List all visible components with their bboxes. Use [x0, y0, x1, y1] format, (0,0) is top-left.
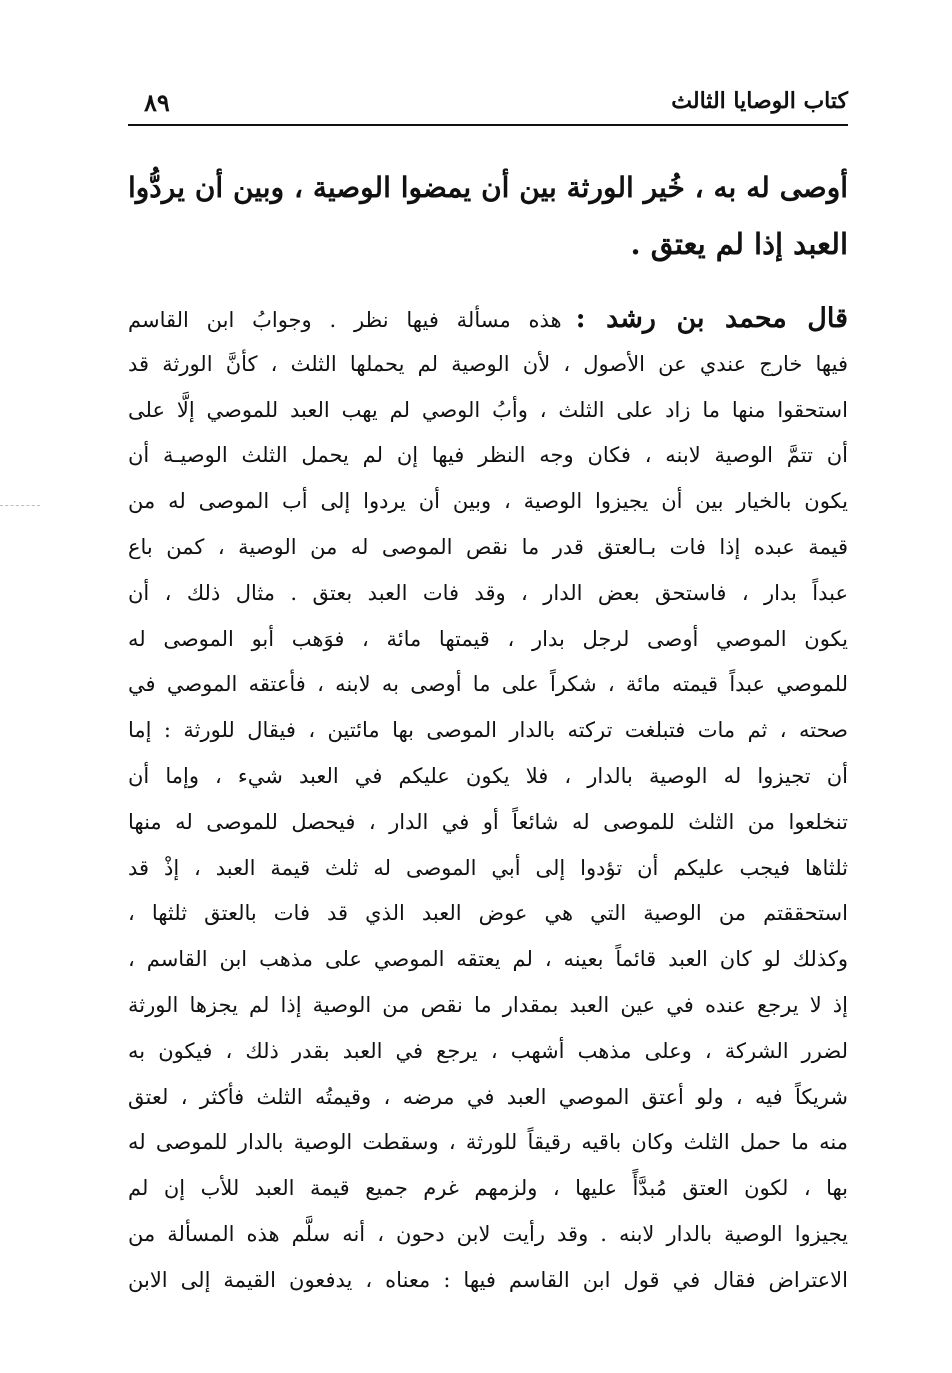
margin-scan-mark [0, 505, 40, 507]
commentary-line: إذ لا يرجع عنده في عين العبد بمقدار ما نقص من الوصية إذا لم يجزها الورثة [128, 992, 848, 1017]
quoted-passage [128, 160, 848, 272]
passage-line: العبد إذا لم يعتق . [630, 227, 848, 261]
commentary-line: قيمة عبده إذا فات بـالعتق قدر ما نقص الموصى له من الوصية ، كمن باع [128, 534, 848, 559]
commentary-line: أن تتمَّ الوصية لابنه ، فكان وجه النظر فيها إن لم يحمل الثلث الوصيـة أن [128, 443, 848, 468]
commentary-line: للموصي عبداً قيمته مائة ، شكراً على ما أوصى به لابنه ، فأعتقه الموصي في [128, 672, 848, 697]
commentary-line: يكون بالخيار بين أن يجيزوا الوصية ، وبين أن يردوا إلى أب الموصى له من [128, 489, 848, 514]
commentary-line: استحقوا منها ما زاد على الثلث ، وأبُ الوصي لم يهب العبد للموصي إلَّا على [128, 397, 848, 422]
commentary-line: فيها خارج عندي عن الأصول ، لأن الوصية لم يحملها الثلث ، كأنَّ الورثة قد [128, 351, 848, 376]
commentary-line: يجيزوا الوصية بالدار لابنه . وقد رأيت لابن دحون ، أنه سلَّم هذه المسألة من [128, 1221, 848, 1246]
commentary-line: يكون الموصي أوصى لرجل بدار ، قيمتها مائة ، فوَهب أبو الموصى له [128, 626, 848, 651]
commentary-line: وكذلك لو كان العبد قائماً بعينه ، لم يعتقه الموصي على مذهب ابن القاسم ، [128, 947, 848, 972]
passage-line: أوصى له به ، خُير الورثة بين أن يمضوا الوصية ، وبين أن يردُّوا [128, 171, 848, 204]
commentary-block [128, 296, 848, 1304]
commentary-line: لضرر الشركة ، وعلى مذهب أشهب ، يرجع في العبد بقدر ذلك ، فيكون به [128, 1038, 848, 1063]
commentary-line: صحته ، ثم مات فتبلغت تركته بالدار الموصى بها مائتين ، فيقال للورثة : إما [128, 718, 848, 743]
commentary-line: منه ما حمل الثلث وكان باقيه رقيقاً للورثة ، وسقطت الوصية بالدار للموصى له [128, 1130, 848, 1155]
commentary-line: شريكاً فيه ، ولو أعتق الموصي العبد في مرضه ، وقيمتُه الثلث فأكثر ، لعتق [128, 1084, 848, 1109]
commentary-first-line [128, 296, 848, 342]
speaker-heading: قال محمد بن رشد : [575, 303, 848, 334]
page-number: ٨٩ [144, 88, 170, 117]
commentary-line: استحققتم من الوصية التي هي عوض العبد الذي قد فات بالعتق ثلثها ، [128, 901, 848, 926]
commentary-line: الاعتراض فقال في قول ابن القاسم فيها : معناه ، يدفعون القيمة إلى الابن [128, 1267, 848, 1292]
commentary-line: عبداً بدار ، فاستحق بعض الدار ، وقد فات العبد بعتق . مثال ذلك ، أن [128, 580, 848, 605]
commentary-line: أن تجيزوا له الوصية بالدار ، فلا يكون عليكم في العبد شيء ، وإما أن [128, 763, 848, 788]
commentary-line: بها ، لكون العتق مُبدَّأً عليها ، ولزمهم غرم جميع قيمة العبد للأب إن لم [128, 1176, 848, 1201]
commentary-opening-text: هذه مسألة فيها نظر . وجوابُ ابن القاسم [128, 308, 562, 332]
commentary-line: تنخلعوا من الثلث للموصى له شائعاً أو في الدار ، فيحصل للموصى له منها [128, 809, 848, 834]
commentary-line: ثلثاها فيجب عليكم أن تؤدوا إلى أبي الموصى له ثلث قيمة العبد ، إذْ قد [128, 855, 848, 880]
book-title: كتاب الوصايا الثالث [671, 88, 848, 114]
running-header [128, 88, 848, 126]
